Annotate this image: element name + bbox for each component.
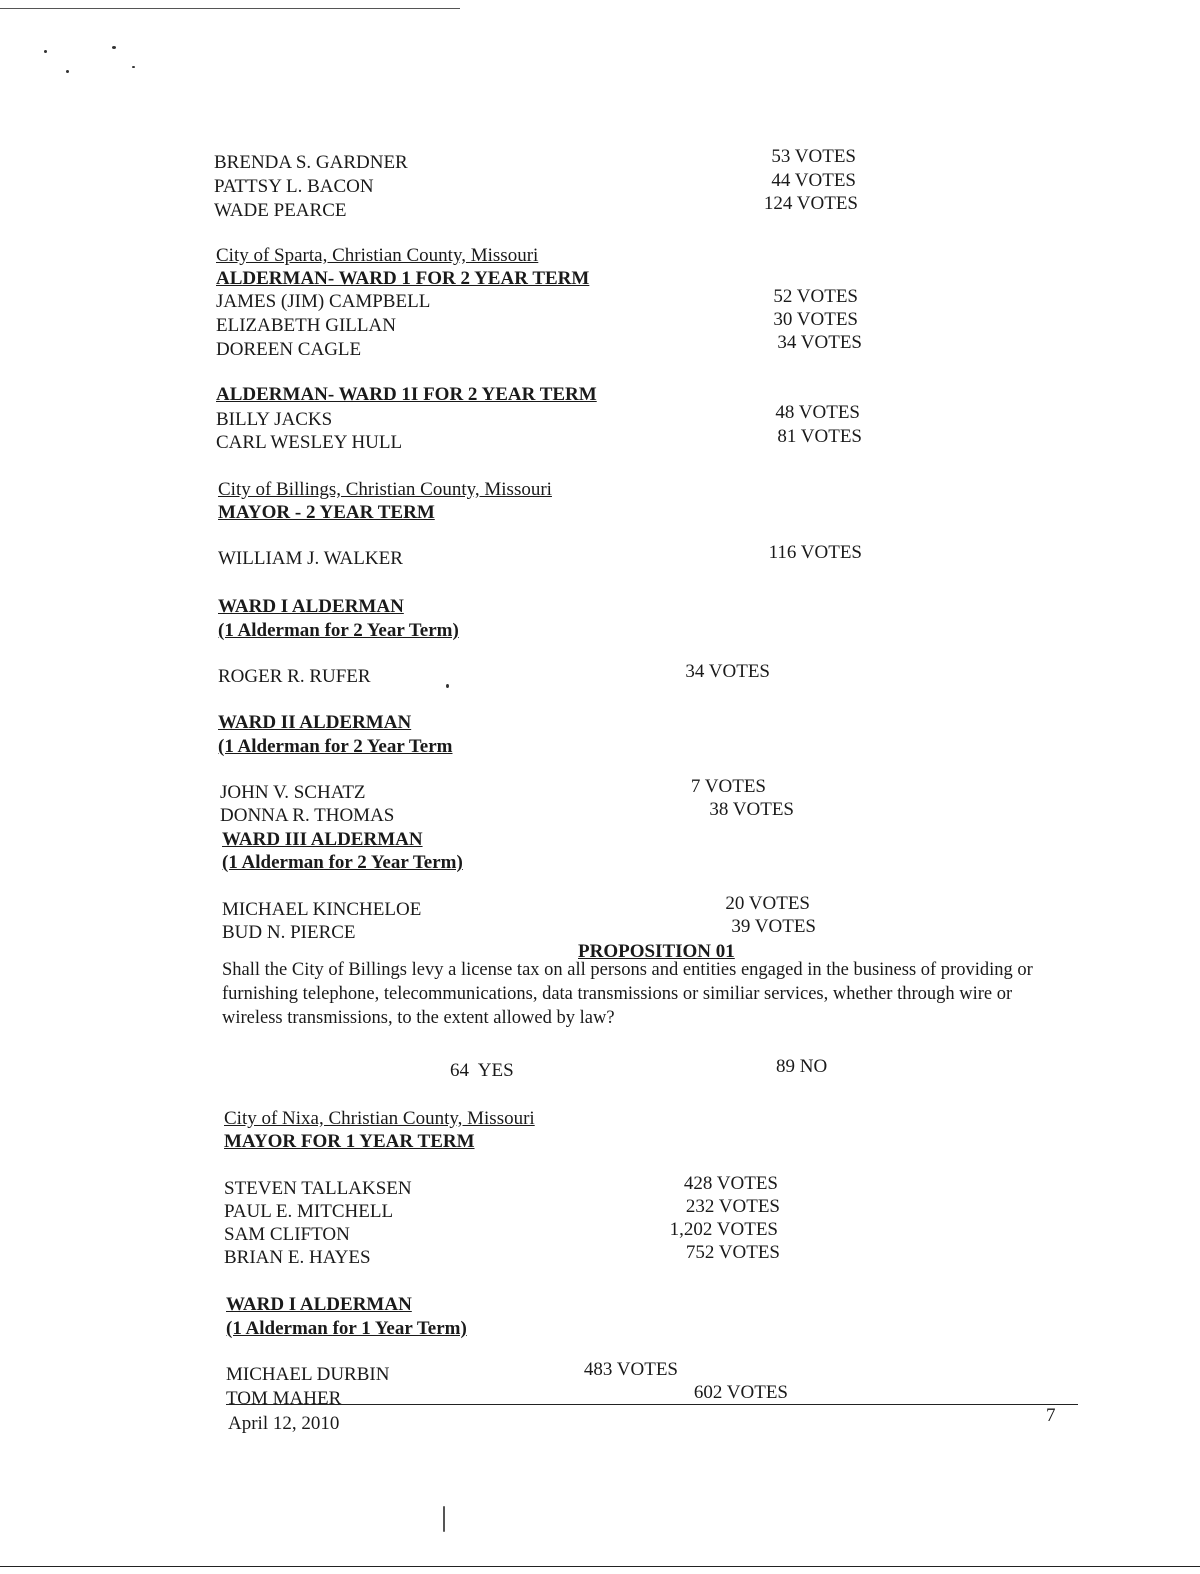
candidate-name: MICHAEL DURBIN — [226, 1364, 390, 1385]
page-number: 7 — [1046, 1405, 1056, 1426]
candidate-name: MICHAEL KINCHELOE — [222, 899, 422, 920]
scan-speck — [66, 70, 69, 73]
proposition-no-count: 89 NO — [776, 1056, 828, 1077]
candidate-name: JOHN V. SCHATZ — [220, 782, 366, 803]
section-heading: WARD III ALDERMAN — [222, 829, 423, 850]
candidate-name: WADE PEARCE — [214, 200, 347, 221]
candidate-votes: 53 VOTES — [771, 146, 856, 167]
footer-rule — [226, 1404, 1078, 1405]
section-heading: ALDERMAN- WARD 1I FOR 2 YEAR TERM — [216, 384, 597, 405]
section-heading: MAYOR - 2 YEAR TERM — [218, 502, 435, 523]
candidate-name: JAMES (JIM) CAMPBELL — [216, 291, 431, 312]
scan-mark — [443, 1506, 445, 1532]
scan-speck — [132, 66, 135, 68]
proposition-heading: PROPOSITION 01 — [578, 941, 735, 962]
candidate-votes: 7 VOTES — [690, 776, 766, 797]
candidate-votes: 20 VOTES — [725, 893, 810, 914]
candidate-votes: 48 VOTES — [775, 402, 860, 423]
candidate-votes: 34 VOTES — [777, 332, 862, 353]
candidate-name: BUD N. PIERCE — [222, 922, 356, 943]
candidate-name: BRENDA S. GARDNER — [214, 152, 408, 173]
proposition-text: Shall the City of Billings levy a license tax on all persons and entities engaged in the business of providing or furnishing telephone, telecommunications, data transmissions or similiar services, whether through wire or wireless transmissions, to the extent allowed by law? — [222, 960, 1033, 1028]
candidate-votes: 428 VOTES — [683, 1173, 778, 1194]
candidate-votes: 116 VOTES — [768, 542, 862, 563]
candidate-votes: 1,202 VOTES — [669, 1219, 778, 1240]
candidate-votes: 30 VOTES — [773, 309, 858, 330]
candidate-name: DOREEN CAGLE — [216, 339, 362, 360]
candidate-name: TOM MAHER — [226, 1388, 342, 1409]
section-subheading: (1 Alderman for 2 Year Term) — [218, 620, 459, 641]
section-heading: ALDERMAN- WARD 1 FOR 2 YEAR TERM — [216, 268, 590, 289]
candidate-votes: 232 VOTES — [685, 1196, 780, 1217]
candidate-name: SAM CLIFTON — [224, 1224, 350, 1245]
section-heading: MAYOR FOR 1 YEAR TERM — [224, 1131, 475, 1152]
candidate-name: CARL WESLEY HULL — [216, 432, 403, 453]
footer-date: April 12, 2010 — [228, 1413, 340, 1434]
candidate-name: ROGER R. RUFER — [218, 666, 371, 687]
section-heading: WARD I ALDERMAN — [226, 1294, 412, 1315]
section-subheading: (1 Alderman for 1 Year Term) — [226, 1318, 467, 1339]
candidate-votes: 44 VOTES — [771, 170, 856, 191]
city-heading-sparta: City of Sparta, Christian County, Missouri — [216, 245, 539, 266]
scan-top-rule — [0, 8, 460, 9]
candidate-votes: 39 VOTES — [731, 916, 816, 937]
candidate-name: STEVEN TALLAKSEN — [224, 1178, 412, 1199]
candidate-votes: 752 VOTES — [685, 1242, 780, 1263]
candidate-votes: 124 VOTES — [763, 193, 858, 214]
candidate-name: PAUL E. MITCHELL — [224, 1201, 394, 1222]
candidate-name: PATTSY L. BACON — [214, 176, 374, 197]
candidate-votes: 483 VOTES — [583, 1359, 678, 1380]
section-heading: WARD I ALDERMAN — [218, 596, 404, 617]
candidate-votes: 34 VOTES — [685, 661, 770, 682]
city-heading-nixa: City of Nixa, Christian County, Missouri — [224, 1108, 535, 1129]
candidate-votes: 81 VOTES — [777, 426, 862, 447]
candidate-name: BILLY JACKS — [216, 409, 333, 430]
candidate-name: WILLIAM J. WALKER — [218, 548, 403, 569]
candidate-votes: 52 VOTES — [773, 286, 858, 307]
scan-speck — [112, 46, 116, 49]
proposition-yes-count: 64 YES — [450, 1060, 514, 1081]
section-subheading: (1 Alderman for 2 Year Term) — [222, 852, 463, 873]
scan-bottom-rule — [0, 1566, 1200, 1567]
section-subheading: (1 Alderman for 2 Year Term — [218, 736, 453, 757]
scan-speck — [44, 50, 47, 53]
candidate-name: BRIAN E. HAYES — [224, 1247, 371, 1268]
city-heading-billings: City of Billings, Christian County, Missouri — [218, 479, 552, 500]
section-heading: WARD II ALDERMAN — [218, 712, 412, 733]
candidate-name: ELIZABETH GILLAN — [216, 315, 396, 336]
scan-speck — [446, 684, 449, 688]
candidate-votes: 602 VOTES — [693, 1382, 788, 1403]
candidate-votes: 38 VOTES — [709, 799, 794, 820]
candidate-name: DONNA R. THOMAS — [220, 805, 395, 826]
